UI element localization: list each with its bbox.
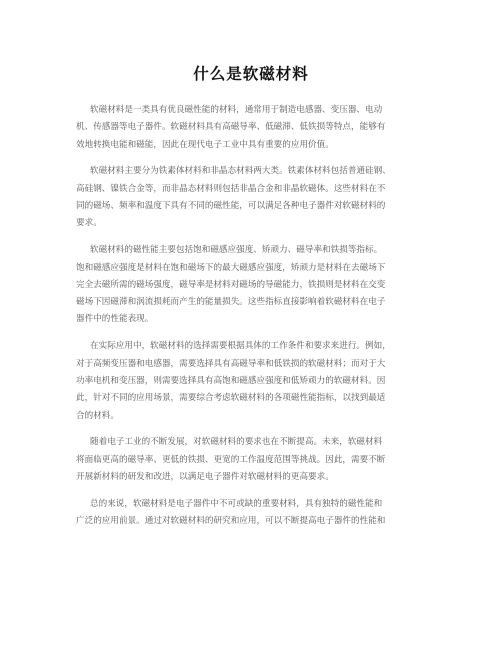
text-line: 效地转换电能和磁能，因此在现代电子工业中具有重要的应用价值。 — [76, 139, 334, 150]
text-line: 完全去磁所需的磁场强度，磁导率是材料对磁场的导磁能力，铁损则是材料在交变 — [76, 279, 386, 290]
text-line: 同的磁场、频率和温度下具有不同的磁性能，可以满足各种电子器件对软磁材料的 — [76, 201, 386, 212]
text-line: 磁场下因磁滞和涡流损耗而产生的能量损失。这些指标直接影响着软磁材料在电子 — [76, 297, 386, 308]
text-line: 在实际应用中，软磁材料的选择需要根据具体的工作条件和要求来进行。例如， — [90, 341, 391, 352]
text-line: 开展新材料的研发和改进，以满足电子器件对软磁材料的更高要求。 — [76, 472, 334, 483]
paragraph-6 — [76, 496, 436, 531]
text-line: 总的来说，软磁材料是电子器件中不可或缺的重要材料，具有独特的磁性能和 — [90, 498, 383, 509]
paragraph-3 — [76, 242, 436, 328]
text-line: 将面临更高的磁导率、更低的铁损、更宽的工作温度范围等挑战。因此，需要不断 — [76, 454, 386, 465]
text-line: 机、传感器等电子器件。软磁材料具有高磁导率、低磁滞、低铁损等特点，能够有 — [76, 122, 386, 133]
paragraph-1 — [76, 102, 436, 154]
page-title: 什么是软磁材料 — [193, 65, 309, 83]
text-line: 饱和磁感应强度是材料在饱和磁场下的最大磁感应强度，矫顽力是材料在去磁场下 — [76, 262, 386, 273]
paragraph-2 — [76, 163, 436, 232]
text-line: 高硅钢、镍铁合金等，而非晶态材料则包括非晶合金和非晶软磁体。这些材料在不 — [76, 183, 386, 194]
text-line: 广泛的应用前景。通过对软磁材料的研究和应用，可以不断提高电子器件的性能和 — [76, 516, 386, 527]
text-line: 随着电子工业的不断发展，对软磁材料的要求也在不断提高。未来，软磁材料 — [90, 437, 383, 448]
paragraph-4 — [76, 338, 436, 424]
text-line: 要求。 — [76, 218, 102, 229]
text-line: 合的材料。 — [76, 410, 119, 421]
text-line: 软磁材料是一类具有优良磁性能的材料，通常用于制造电感器、变压器、电动 — [90, 105, 383, 115]
text-line: 对于高频变压器和电感器，需要选择具有高磁导率和低铁损的软磁材料；而对于大 — [76, 358, 386, 369]
text-line: 软磁材料的磁性能主要包括饱和磁感应强度、矫顽力、磁导率和铁损等指标。 — [90, 245, 383, 256]
text-line: 软磁材料主要分为铁素体材料和非晶态材料两大类。铁素体材料包括普通硅钢、 — [90, 166, 391, 177]
text-line: 功率电机和变压器，则需要选择具有高饱和磁感应强度和低矫顽力的软磁材料。因 — [76, 375, 386, 386]
text-line: 此，针对不同的应用场景，需要综合考虑软磁材料的各项磁性能指标，以找到最适 — [76, 393, 386, 404]
document-body — [76, 102, 436, 540]
text-line: 器件中的性能表现。 — [76, 314, 154, 325]
paragraph-5 — [76, 434, 436, 486]
